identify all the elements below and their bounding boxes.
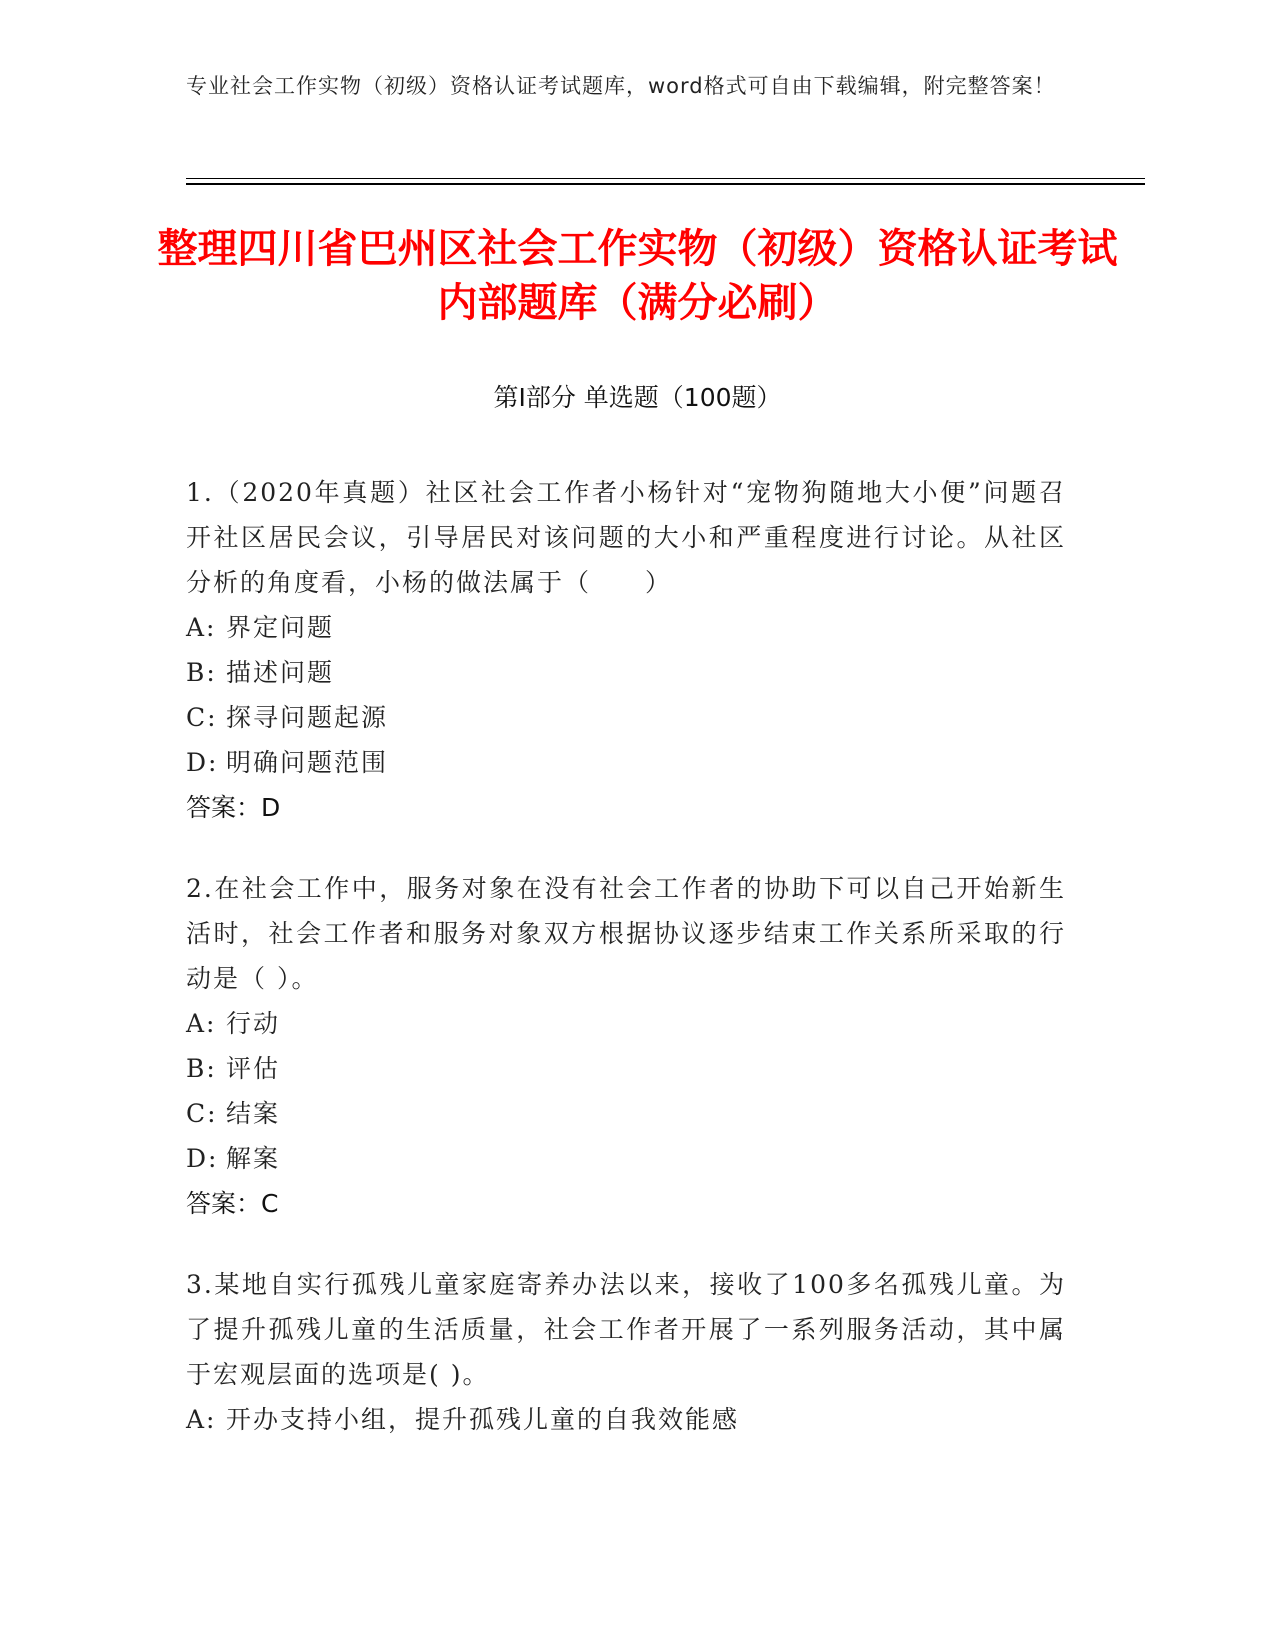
header-note: 专业社会工作实物（初级）资格认证考试题库，word格式可自由下载编辑，附完整答案！ [186,74,1056,98]
option-key: A: [186,1405,217,1434]
question-stem: 3.某地自实行孤残儿童家庭寄养办法以来，接收了100多名孤残儿童。为了提升孤残儿童的生活质量，社会工作者开展了一系列服务活动，其中属于宏观层面的选项是( )。 [186,1270,1066,1389]
option-text: 行动 [226,1009,281,1038]
option-a [186,1001,1066,1046]
option-text: 结案 [226,1099,281,1128]
answer-line: 答案：D [186,793,281,822]
option-c [186,1091,1066,1136]
option-key: B: [186,1054,217,1083]
option-d [186,1136,1066,1181]
option-key: D: [186,1144,219,1173]
option-text: 评估 [226,1054,281,1083]
option-text: 明确问题范围 [226,748,389,777]
option-key: A: [186,613,217,642]
option-text: 开办支持小组，提升孤残儿童的自我效能感 [226,1405,740,1434]
question-list [186,470,1066,1478]
option-b [186,1046,1066,1091]
question-stem: 2.在社会工作中，服务对象在没有社会工作者的协助下可以自己开始新生活时，社会工作者和服务对象双方根据协议逐步结束工作关系所采取的行动是（ ）。 [186,874,1066,993]
question-stem: 1.（2020年真题）社区社会工作者小杨针对“宠物狗随地大小便”问题召开社区居民会议，引导居民对该问题的大小和严重程度进行讨论。从社区分析的角度看，小杨的做法属于（ ） [186,478,1066,597]
question-item [186,866,1066,1226]
option-text: 解案 [226,1144,281,1173]
option-key: A: [186,1009,217,1038]
option-b [186,650,1066,695]
option-c [186,695,1066,740]
option-d [186,740,1066,785]
option-text: 探寻问题起源 [226,703,389,732]
section-heading: 第I部分 单选题（100题） [493,383,782,412]
option-key: C: [186,1099,218,1128]
option-key: B: [186,658,217,687]
question-item [186,470,1066,830]
option-key: D: [186,748,219,777]
answer-line: 答案：C [186,1189,279,1218]
question-item [186,1262,1066,1442]
header-divider-thick [186,183,1145,185]
header-divider-thin [186,178,1145,179]
option-text: 界定问题 [226,613,335,642]
option-key: C: [186,703,218,732]
option-text: 描述问题 [226,658,335,687]
option-a [186,1397,1066,1442]
document-title: 整理四川省巴州区社会工作实物（初级）资格认证考试内部题库（满分必刷） [157,226,1118,326]
option-a [186,605,1066,650]
